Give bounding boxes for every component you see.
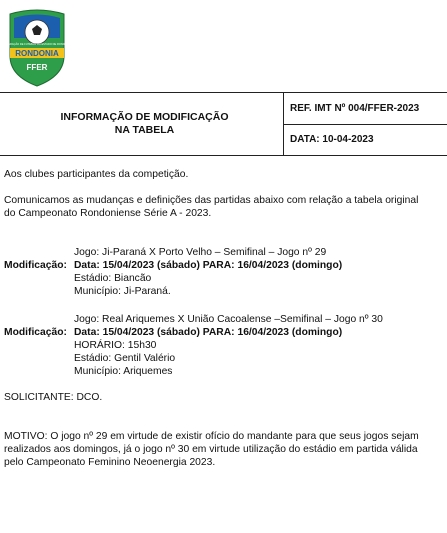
header-ref: REF. IMT Nº 004/FFER-2023 <box>284 93 447 125</box>
date-change-line: Data: 15/04/2023 (sábado) PARA: 16/04/2023 (domingo) <box>74 260 343 271</box>
motivo-line1: MOTIVO: O jogo nº 29 em virtude de existir ofício do mandante para que seus jogos sejam <box>4 431 419 442</box>
date-change-line: Data: 15/04/2023 (sábado) PARA: 16/04/2023 (domingo) <box>74 327 343 338</box>
modification-block-1 <box>4 246 444 298</box>
city-line: Município: Ariquemes <box>74 366 173 377</box>
modification-block-2 <box>4 313 444 378</box>
modification-label: Modificação: <box>4 260 67 271</box>
document-body <box>4 168 444 469</box>
ffer-logo <box>6 8 68 88</box>
game-line: Jogo: Ji-Paraná X Porto Velho – Semifinal – Jogo nº 29 <box>74 247 327 258</box>
logo-top-text: FEDERAÇÃO DE FUTEBOL DO ESTADO DE RONDÔNIA <box>6 43 68 46</box>
stadium-line: Estádio: Biancão <box>74 273 152 284</box>
header-title-line2: NA TABELA <box>114 124 175 136</box>
logo-banner-text: RONDONIA <box>15 49 59 58</box>
modification-label: Modificação: <box>4 327 67 338</box>
header-title-cell <box>0 93 284 155</box>
header-date: DATA: 10-04-2023 <box>290 134 374 146</box>
game-line: Jogo: Real Ariquemes X União Cacoalense –Semifinal – Jogo nº 30 <box>74 314 383 325</box>
header-info-cells <box>284 93 447 155</box>
requester-text: SOLICITANTE: DCO. <box>4 392 103 403</box>
intro-text: Aos clubes participantes da competição. <box>4 169 189 180</box>
stadium-line: Estádio: Gentil Valério <box>74 353 176 364</box>
city-line: Município: Ji-Paraná. <box>74 286 171 297</box>
header-table <box>0 92 447 156</box>
time-line: HORÁRIO: 15h30 <box>74 340 157 351</box>
motivo-line3: pelo Campeonato Feminino Neoenergia 2023. <box>4 457 216 468</box>
motivo-line2: realizados aos domingos, já o jogo nº 30 em virtude utilização do estádio em partida válida <box>4 444 418 455</box>
header-title-line1: INFORMAÇÃO DE MODIFICAÇÃO <box>60 111 229 123</box>
logo-acronym-text: FFER <box>26 63 48 72</box>
paragraph-line2: do Campeonato Rondoniense Série A - 2023. <box>4 208 212 219</box>
paragraph-line1: Comunicamos as mudanças e definições das partidas abaixo com relação a tabela original <box>4 195 419 206</box>
